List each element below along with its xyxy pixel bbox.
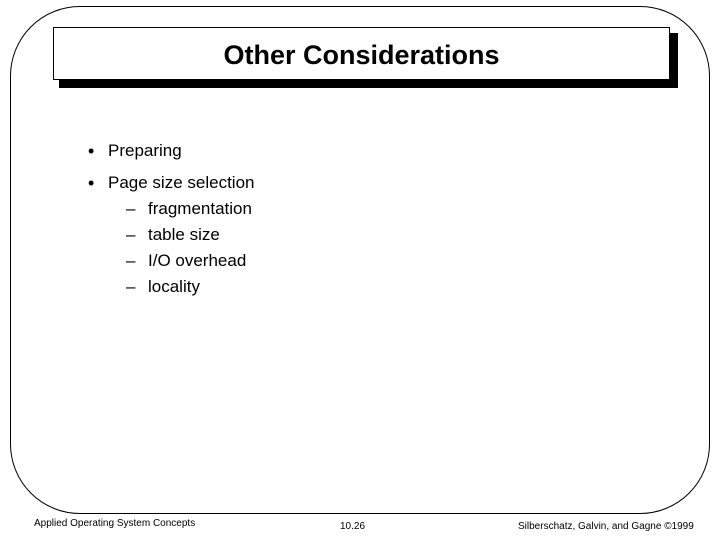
bullet-icon: • [88, 141, 95, 161]
sub-bullet-locality [126, 277, 200, 297]
footer-course-title: Applied Operating System Concepts [34, 518, 196, 529]
sub-bullet-label: fragmentation [148, 199, 252, 218]
slide-title: Other Considerations [223, 40, 500, 70]
sub-bullet-io-overhead [126, 251, 246, 271]
dash-icon: – [126, 225, 136, 244]
dash-icon: – [126, 199, 136, 218]
dash-icon: – [126, 277, 136, 296]
bullet-icon: • [88, 173, 95, 193]
dash-icon: – [126, 251, 136, 270]
sub-bullet-fragmentation [126, 199, 252, 219]
sub-bullet-label: I/O overhead [148, 251, 247, 270]
bullet-item-preparing [88, 141, 182, 161]
sub-bullet-label: locality [148, 277, 200, 296]
sub-bullet-label: table size [148, 225, 220, 244]
bullet-label: Page size selection [108, 173, 255, 192]
sub-bullet-table-size [126, 225, 220, 245]
bullet-item-page-size-selection [88, 173, 254, 193]
bullet-label: Preparing [108, 141, 182, 160]
footer-page-number: 10.26 [340, 521, 366, 532]
footer-copyright: Silberschatz, Galvin, and Gagne ©1999 [518, 521, 694, 532]
title-box [53, 27, 670, 80]
